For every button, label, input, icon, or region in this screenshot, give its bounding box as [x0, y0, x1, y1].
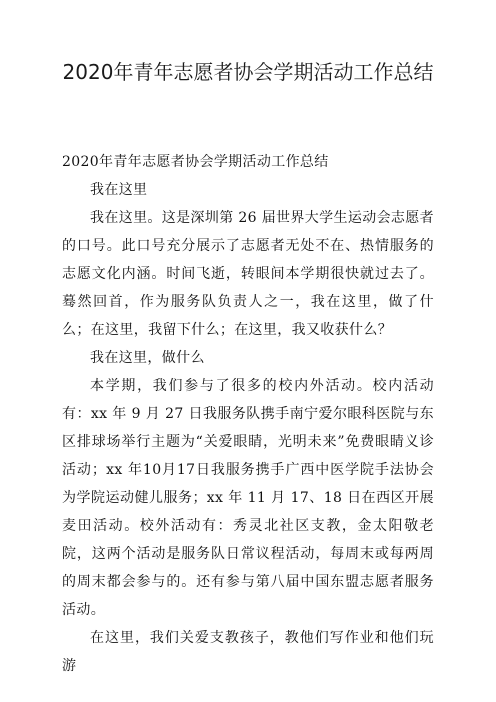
paragraph-subheading: 我在这里: [90, 182, 148, 198]
paragraph-subheading: 我在这里，做什么: [90, 350, 205, 366]
paragraph-heading: 2020年青年志愿者协会学期活动工作总结: [62, 154, 329, 170]
paragraph: 在这里，我们关爱支教孩子，教他们写作业和他们玩游: [62, 630, 434, 674]
document-body: [62, 148, 434, 680]
paragraph: 我在这里。这是深圳第 26 届世界大学生运动会志愿者的口号。此口号充分展示了志愿者无处不在、热情服务的志愿文化内涵。时间飞逝，转眼间本学期很快就过去了。蓦然回首，作为服务队负责人之一，我在这里，做了什么；在这里，我留下什么；在这里，我又收获什么？: [62, 210, 434, 338]
document-title: 2020年青年志愿者协会学期活动工作总结: [62, 60, 434, 84]
paragraph: 本学期，我们参与了很多的校内外活动。校内活动有：xx 年 9 月 27 日我服务队携手南宁爱尔眼科医院与东区排球场举行主题为“关爱眼睛，光明未来”免费眼睛义诊活动；xx 年10月17日我服务携手广西中医学院手法协会为学院运动健儿服务；xx 年 11 月 17、18 日在西区开展麦田活动。校外活动有：秀灵北社区支教，金太阳敬老院，这两个活动是服务队日常议程活动，每周末或每两周的周末都会参与的。还有参与第八届中国东盟志愿者服务活动。: [62, 378, 434, 618]
